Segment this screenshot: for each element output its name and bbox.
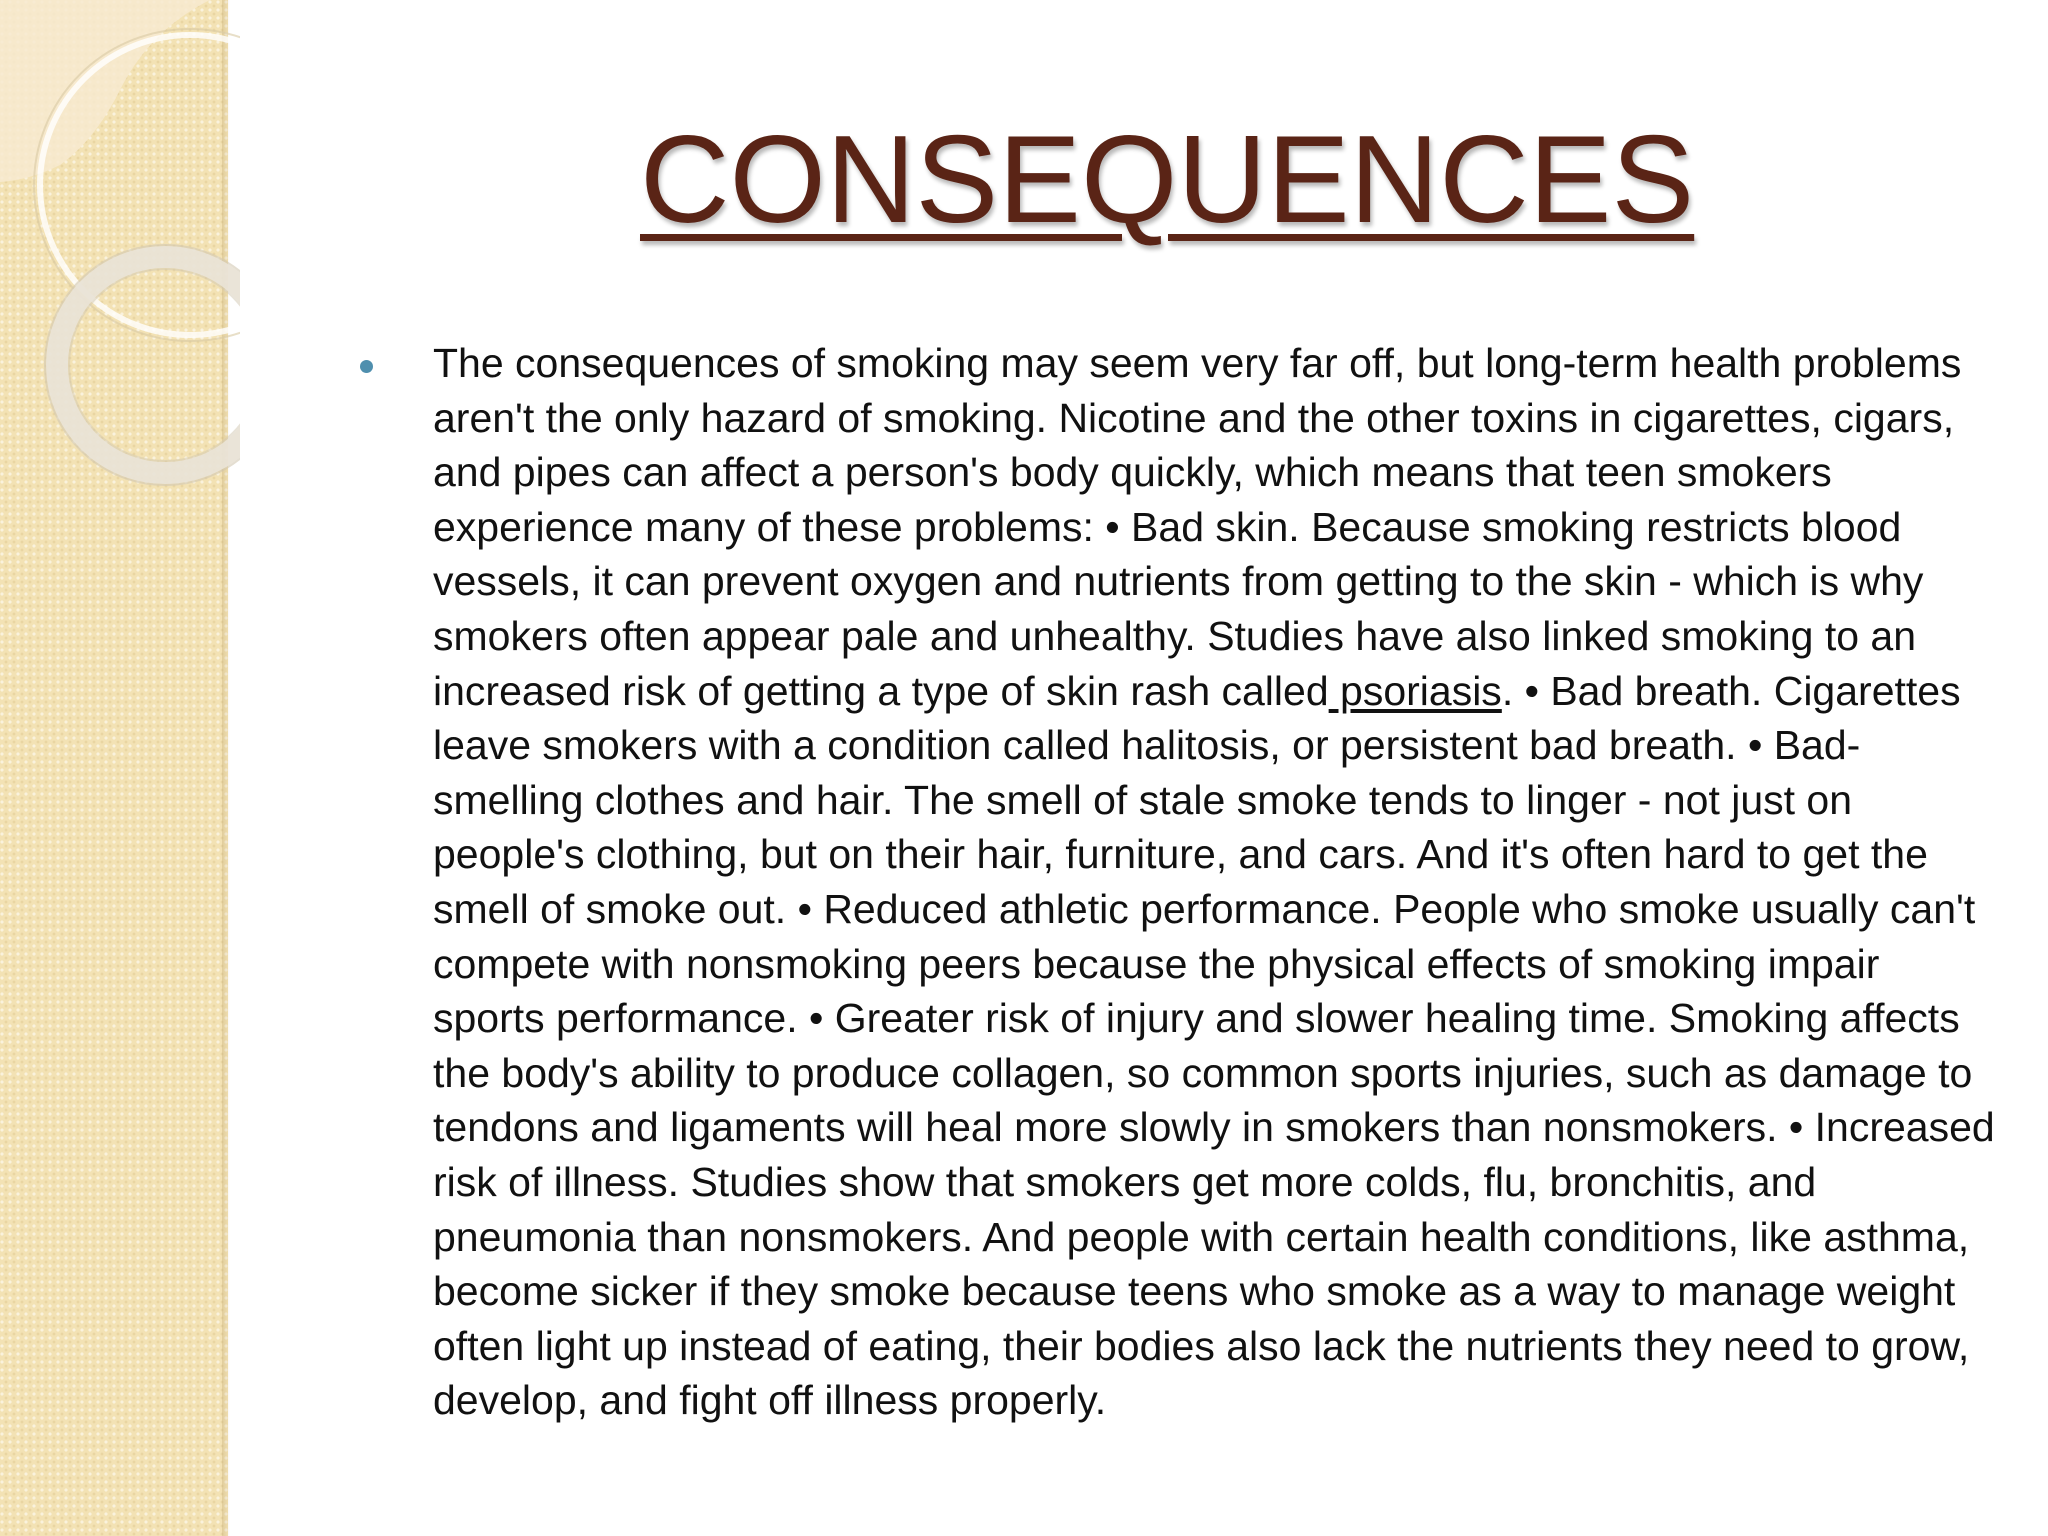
slide-content — [360, 336, 2000, 1428]
slide-title: CONSEQUENCES — [640, 111, 1695, 249]
bullet-text-part-2: . • Bad breath. Cigarettes leave smokers with a condition called halitosis, or persistent bad breath. • Bad-smelling clothes and hair. The smell of stale smoke tends to linger - not just on people's clothing, but on their hair, furniture, and cars. And it's often hard to get the smell of smoke out. • Reduced athletic performance. People who smoke usually can't compete with nonsmoking peers because the physical effects of smoking impair sports performance. • Greater risk of injury and slower healing time. Smoking affects the body's ability to produce collagen, so common sports injuries, such as damage to tendons and ligaments will heal more slowly in smokers than nonsmokers. • Increased risk of illness. Studies show that smokers get more colds, flu, bronchitis, and pneumonia than nonsmokers. And people with certain health conditions, like asthma, become sicker if they smoke because teens who smoke as a way to manage weight often light up instead of eating, their bodies also lack the nutrients they need to grow, develop, and fight off illness properly. — [433, 667, 1995, 1424]
bullet-text — [433, 336, 2000, 1428]
bullet-item — [360, 336, 2000, 1428]
bullet-dot-icon — [360, 360, 373, 373]
bullet-text-part-1: The consequences of smoking may seem very far off, but long-term health problems aren't the only hazard of smoking. Nicotine and the other toxins in cigarettes, cigars, and pipes can affect a person's body quickly, which means that teen smokers experience many of these problems: • Bad skin. Because smoking restricts blood vessels, it can prevent oxygen and nutrients from getting to the skin - which is why smokers often appear pale and unhealthy. Studies have also linked smoking to an increased risk of getting a type of skin rash called — [433, 340, 1962, 714]
decorative-rings — [0, 0, 240, 520]
psoriasis-link[interactable]: psoriasis — [1328, 667, 1502, 714]
